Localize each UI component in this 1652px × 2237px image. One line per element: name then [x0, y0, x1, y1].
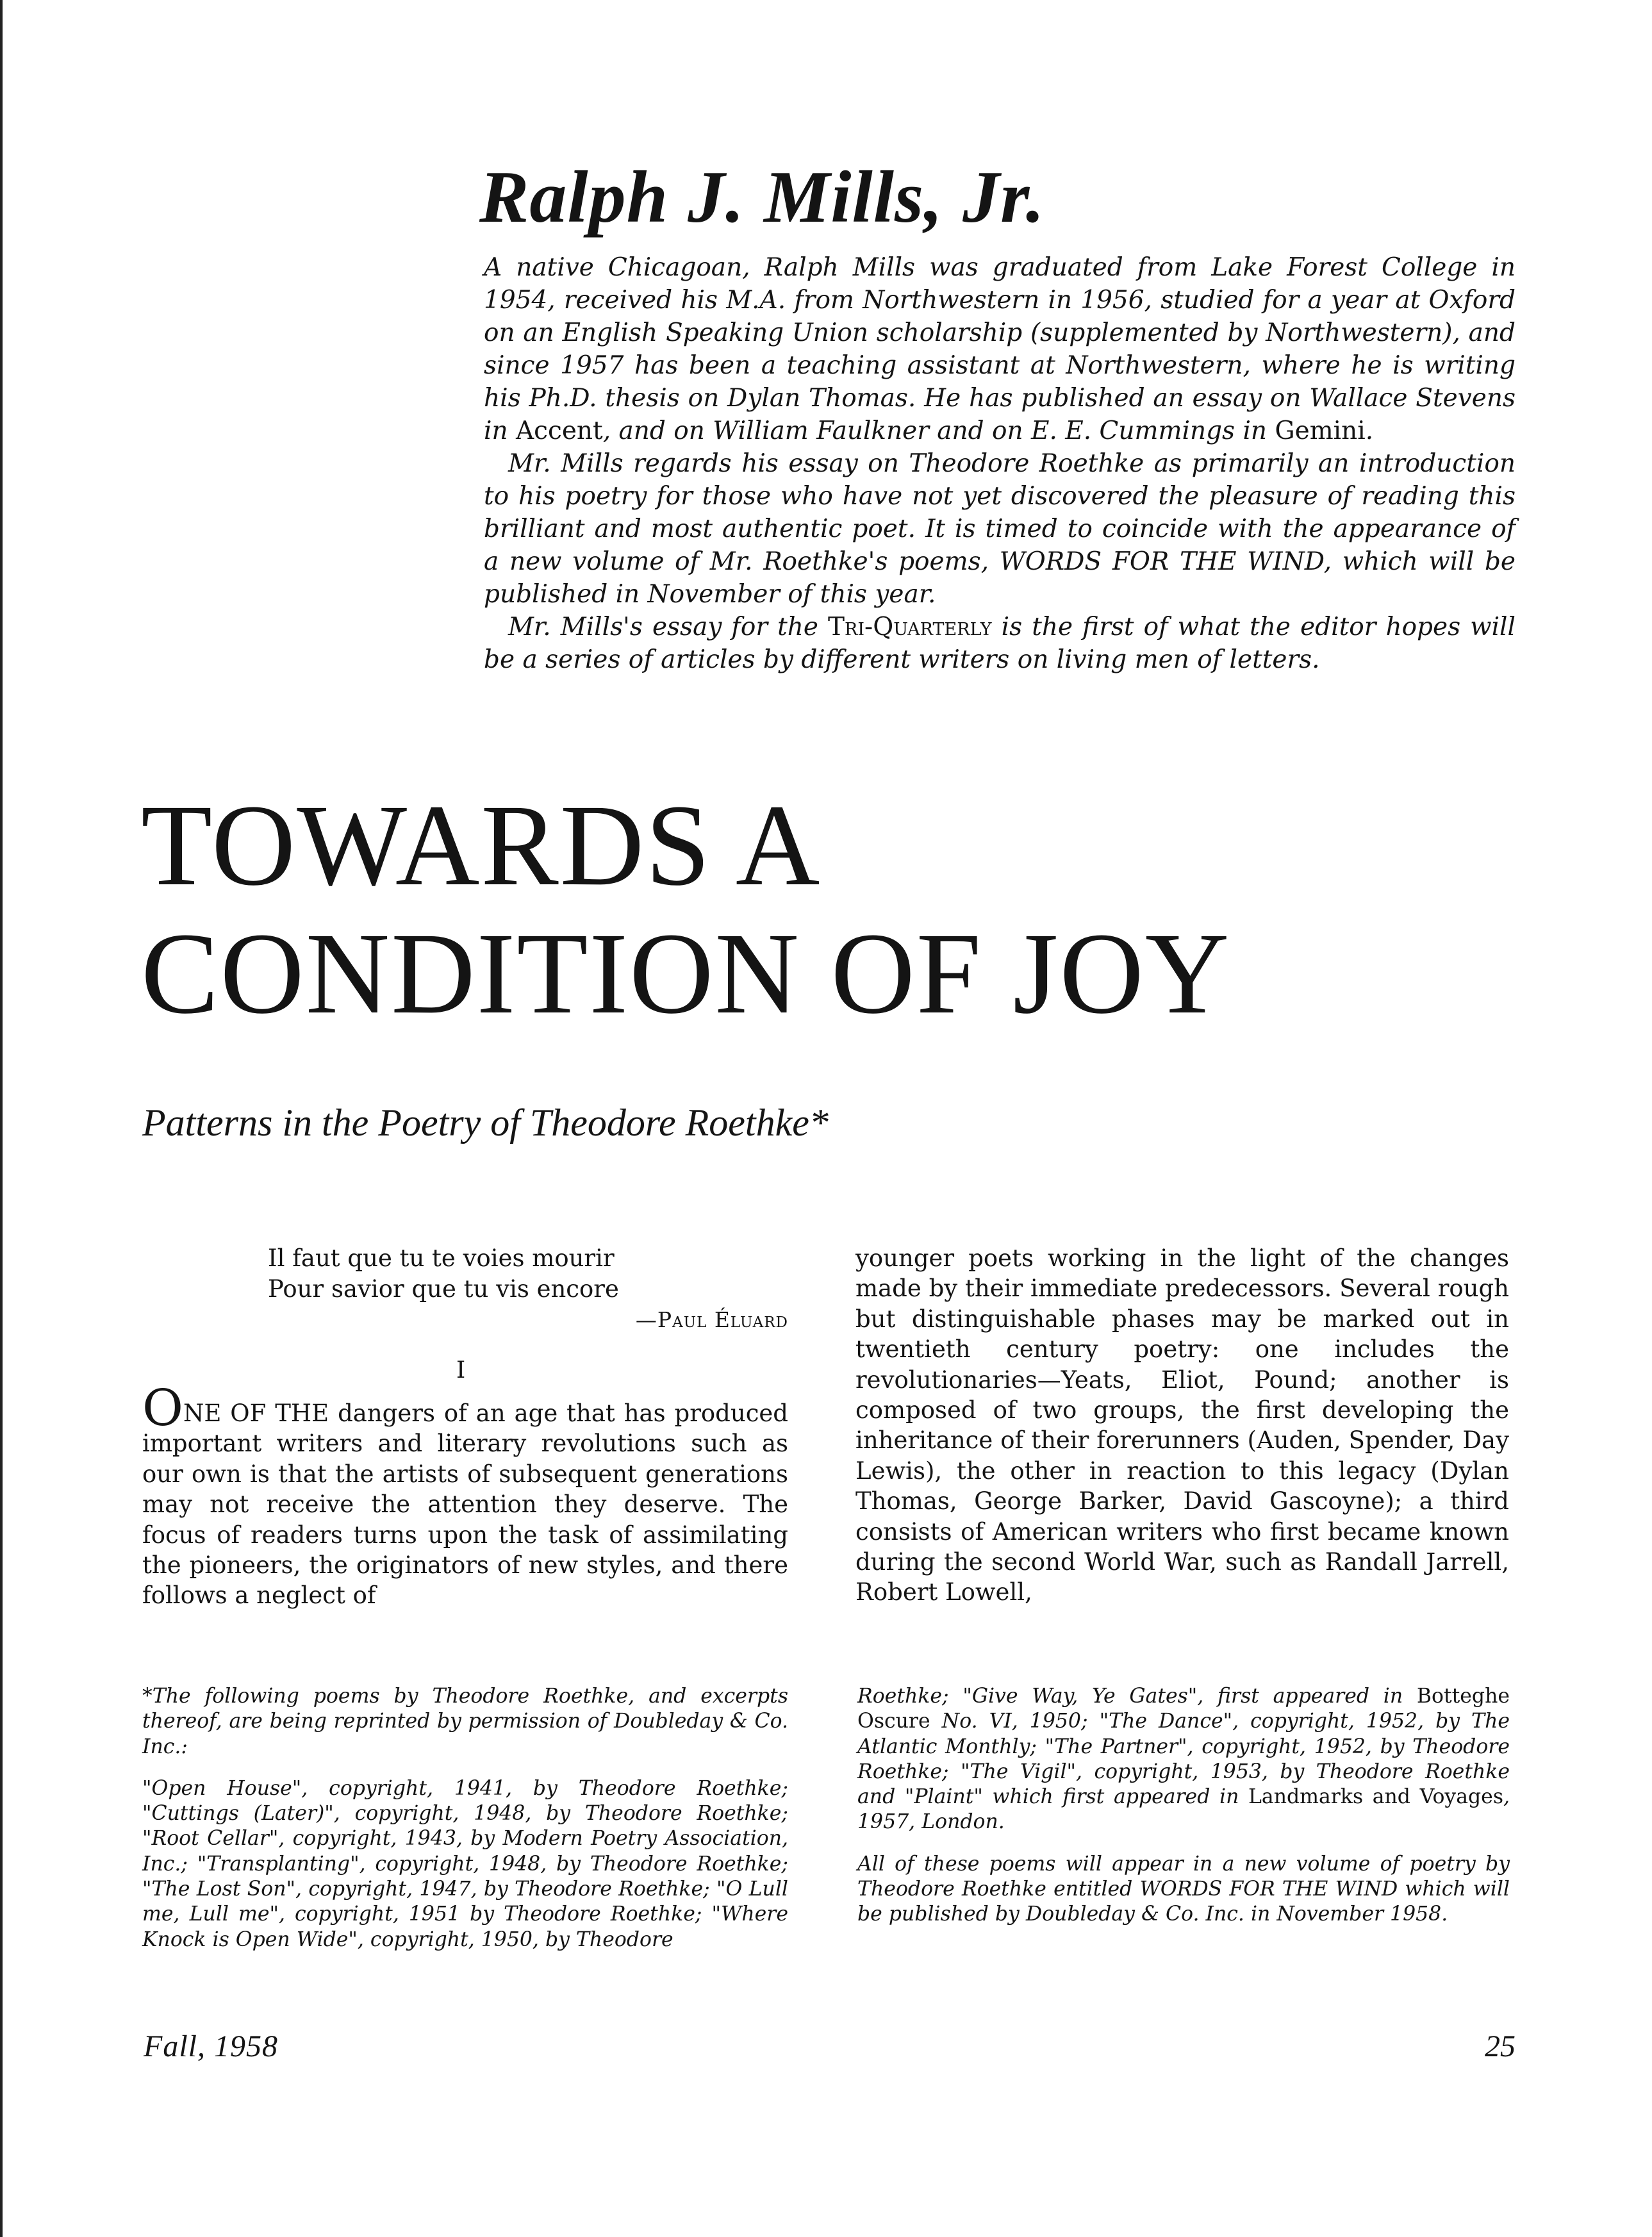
bio-paragraph-1: A native Chicagoan, Ralph Mills was graduated from Lake Forest College in 1954, received his M.A. from Northwestern in 1956, studied for a year at Oxford on an English Speaking Union scholarship (supplemented by Northwestern), and since 1957 has been a teaching assistant at Northwestern, where he is writing his Ph.D. thesis on Dylan Thomas. He has published an essay on Wallace Stevens in Accent, and on William Faulkner and on E. E. Cummings in Gemini.: [484, 253, 1516, 445]
title-line-1: TOWARDS A: [141, 781, 822, 910]
drop-cap: O: [142, 1380, 183, 1437]
lead-caps: NE OF THE: [183, 1399, 329, 1427]
section-numeral: I: [456, 1357, 466, 1383]
author-name: Ralph J. Mills, Jr.: [479, 156, 1045, 238]
magazine-name: Tri-Quarterly: [828, 613, 992, 641]
footnote-paragraph: Roethke; "Give Way, Ye Gates", first appeared in Botteghe Oscure No. VI, 1950; "The Dance", copyright, 1952, by The Atlantic Monthly; "The Partner", copyright, 1952, by Theodore Roethke; "The Vigil", copyright, 1953, by Theodore Roethke and "Plaint" which first appeared in Landmarks and Voyages, 1957, London.: [857, 1685, 1510, 1834]
journal-title: Landmarks and Voyages: [1248, 1785, 1503, 1809]
footnote-left: [142, 1684, 788, 1952]
journal-title: Botteghe Oscure: [857, 1685, 1510, 1733]
title-line-2: CONDITION OF JOY: [141, 909, 1231, 1038]
body-column-left: ONE OF THE dangers of an age that has produced important writers and literary revolutions such as our own is that the artists of subsequent generations may not receive the attention they deserve. The focus of readers turns upon the task of assimilating the pioneers, the originators of new styles, and there follows a neglect of: [142, 1380, 788, 1610]
journal-title: Gemini: [1275, 417, 1366, 445]
author-bio: [484, 251, 1516, 676]
epigraph-line: Il faut que tu te voies mourir: [268, 1244, 615, 1272]
epigraph-line: Pour savior que tu vis encore: [268, 1275, 619, 1303]
journal-title: Accent: [516, 417, 603, 445]
footnote-paragraph: *The following poems by Theodore Roethke, and excerpts thereof, are being reprinted by permission of Doubleday & Co. Inc.:: [142, 1685, 788, 1758]
article-subtitle: Patterns in the Poetry of Theodore Roethke*: [142, 1102, 829, 1144]
footnote-right: [857, 1684, 1510, 1927]
page-number: 25: [1485, 2029, 1516, 2063]
issue-date: Fall, 1958: [144, 2029, 278, 2063]
bio-paragraph-3: Mr. Mills's essay for the Tri-Quarterly is the first of what the editor hopes will be a series of articles by different writers on living men of letters.: [484, 613, 1516, 674]
body-column-right: younger poets working in the light of the changes made by their immediate predecessors. Several rough but distinguishable phases may be marked out in twentieth century poetry: one includes the revolutionaries—Yeats, Eliot, Pound; another is composed of two groups, the first developing the inheritance of their forerunners (Auden, Spender, Day Lewis), the other in reaction to this legacy (Dylan Thomas, George Barker, David Gascoyne); a third consists of American writers who first became known during the second World War, such as Randall Jarrell, Robert Lowell,: [855, 1244, 1509, 1606]
article-title: [141, 782, 1230, 1038]
footnote-paragraph: "Open House", copyright, 1941, by Theodore Roethke; "Cuttings (Later)", copyright, 1948, by Theodore Roethke; "Root Cellar", copyright, 1943, by Modern Poetry Association, Inc.; "Transplanting", copyright, 1948, by Theodore Roethke; "The Lost Son", copyright, 1947, by Theodore Roethke; "O Lull me, Lull me", copyright, 1951 by Theodore Roethke; "Where Knock is Open Wide", copyright, 1950, by Theodore: [142, 1776, 788, 1951]
epigraph-attribution: —Paul Éluard: [635, 1307, 788, 1332]
bio-paragraph-2: Mr. Mills regards his essay on Theodore Roethke as primarily an introduction to his poetry for those who have not yet discovered the pleasure of reading this brilliant and most authentic poet. It is timed to coincide with the appearance of a new volume of Mr. Roethke's poems, WORDS FOR THE WIND, which will be published in November of this year.: [484, 449, 1516, 609]
footnote-paragraph: All of these poems will appear in a new volume of poetry by Theodore Roethke entitled WORDS FOR THE WIND which will be published by Doubleday & Co. Inc. in November 1958.: [857, 1852, 1510, 1926]
epigraph: [268, 1243, 619, 1305]
